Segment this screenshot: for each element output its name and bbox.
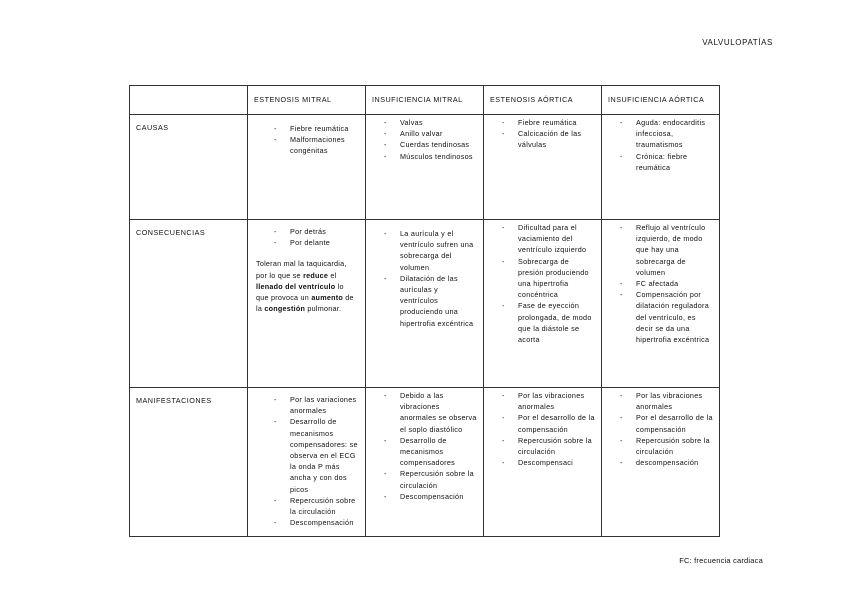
- bullet-list: [366, 388, 483, 506]
- list-item: - Fiebre reumática: [502, 117, 595, 128]
- footnote: FC: frecuencia cardiaca: [679, 556, 763, 565]
- list-item: - descompensación: [620, 457, 713, 468]
- cell-causas-ea: [484, 115, 602, 220]
- table-row-consecuencias: [130, 220, 720, 388]
- list-item: - Repercusión sobre la circulación: [620, 435, 713, 457]
- cell-consecuencias-ia: [602, 220, 720, 388]
- cell-causas-ia: [602, 115, 720, 220]
- list-item: - Desarrollo de mecanismos compensadores: se observa en el ECG la onda P más ancha y con dos picos: [274, 416, 359, 494]
- list-item: - Descompensación: [274, 517, 359, 528]
- cell-consecuencias-im: [366, 220, 484, 388]
- list-item: - Reflujo al ventrículo izquierdo, de modo que hay una sobrecarga de volumen: [620, 222, 713, 278]
- list-item: - Repercusión sobre la circulación: [384, 468, 477, 490]
- cell-causas-im: [366, 115, 484, 220]
- list-item: - Músculos tendinosos: [384, 151, 477, 162]
- list-item: - Malformaciones congénitas: [274, 134, 359, 156]
- list-item: - Anillo valvar: [384, 128, 477, 139]
- row-label-causas: CAUSAS: [130, 115, 248, 220]
- list-item: - Por las vibraciones anormales: [620, 390, 713, 412]
- list-item: - Fase de eyección prolongada, de modo que la diástole se acorta: [502, 300, 595, 345]
- table-header-row: [130, 86, 720, 115]
- list-item: - Por delante: [274, 237, 359, 248]
- list-item: - Sobrecarga de presión produciendo una hipertrofia concéntrica: [502, 256, 595, 301]
- consecuencias-note: Toleran mal la taquicardia, por lo que se reduce el llenado del ventrículo lo que provoca un aumento de la congestión pulmonar.: [256, 259, 354, 314]
- list-item: - Debido a las vibraciones anormales se observa el soplo diastólico: [384, 390, 477, 435]
- header-cell-estenosis-aortica: ESTENOSIS AÓRTICA: [484, 86, 602, 115]
- cell-manifestaciones-em: [248, 388, 366, 537]
- list-item: - Por las variaciones anormales: [274, 394, 359, 416]
- list-item: - FC afectada: [620, 278, 713, 289]
- bullet-list: [602, 115, 719, 177]
- bullet-list: [602, 388, 719, 472]
- list-item: - Por las vibraciones anormales: [502, 390, 595, 412]
- bullet-list: [366, 115, 483, 166]
- list-item: - Aguda: endocarditis infecciosa, traumatismos: [620, 117, 713, 151]
- bullet-list: [484, 388, 601, 472]
- bullet-list: [602, 220, 719, 349]
- cell-manifestaciones-ia: [602, 388, 720, 537]
- table-row-manifestaciones: [130, 388, 720, 537]
- bullet-list: [484, 220, 601, 349]
- bullet-list: [248, 220, 365, 252]
- list-item: - Por el desarrollo de la compensación: [620, 412, 713, 434]
- list-item: - Dilatación de las aurículas y ventrículos produciendo una hipertrofia excéntrica: [384, 273, 477, 329]
- bullet-list: [248, 388, 365, 532]
- list-item: - Compensación por dilatación reguladora del ventrículo, es decir se da una hipertrofia excéntrica: [620, 289, 713, 345]
- cell-consecuencias-ea: [484, 220, 602, 388]
- list-item: - Valvas: [384, 117, 477, 128]
- list-item: - Calcicación de las válvulas: [502, 128, 595, 150]
- valvulopathy-table: [129, 85, 720, 537]
- list-item: - La aurícula y el ventrículo sufren una sobrecarga del volumen: [384, 228, 477, 273]
- cell-manifestaciones-im: [366, 388, 484, 537]
- page-title: VALVULOPATÍAS: [702, 38, 773, 47]
- header-cell-insuficiencia-aortica: INSUFICIENCIA AÓRTICA: [602, 86, 720, 115]
- list-item: - Fiebre reumática: [274, 123, 359, 134]
- bullet-list: [484, 115, 601, 155]
- cell-causas-em: [248, 115, 366, 220]
- cell-consecuencias-em: [248, 220, 366, 388]
- bullet-list: [248, 115, 365, 161]
- list-item: - Descompensaci: [502, 457, 595, 468]
- table-row-causas: [130, 115, 720, 220]
- list-item: - Repercusión sobre la circulación: [502, 435, 595, 457]
- row-label-manifestaciones: MANIFESTACIONES: [130, 388, 248, 537]
- list-item: - Descompensación: [384, 491, 477, 502]
- list-item: - Cuerdas tendinosas: [384, 139, 477, 150]
- header-cell-empty: [130, 86, 248, 115]
- cell-manifestaciones-ea: [484, 388, 602, 537]
- list-item: - Por detrás: [274, 226, 359, 237]
- header-cell-estenosis-mitral: ESTENOSIS MITRAL: [248, 86, 366, 115]
- list-item: - Por el desarrollo de la compensación: [502, 412, 595, 434]
- list-item: - Crónica: fiebre reumática: [620, 151, 713, 173]
- row-label-consecuencias: CONSECUENCIAS: [130, 220, 248, 388]
- bullet-list: [366, 220, 483, 333]
- header-cell-insuficiencia-mitral: INSUFICIENCIA MITRAL: [366, 86, 484, 115]
- list-item: - Dificultad para el vaciamiento del ventrículo izquierdo: [502, 222, 595, 256]
- list-item: - Desarrollo de mecanismos compensadores: [384, 435, 477, 469]
- list-item: - Repercusión sobre la circulación: [274, 495, 359, 517]
